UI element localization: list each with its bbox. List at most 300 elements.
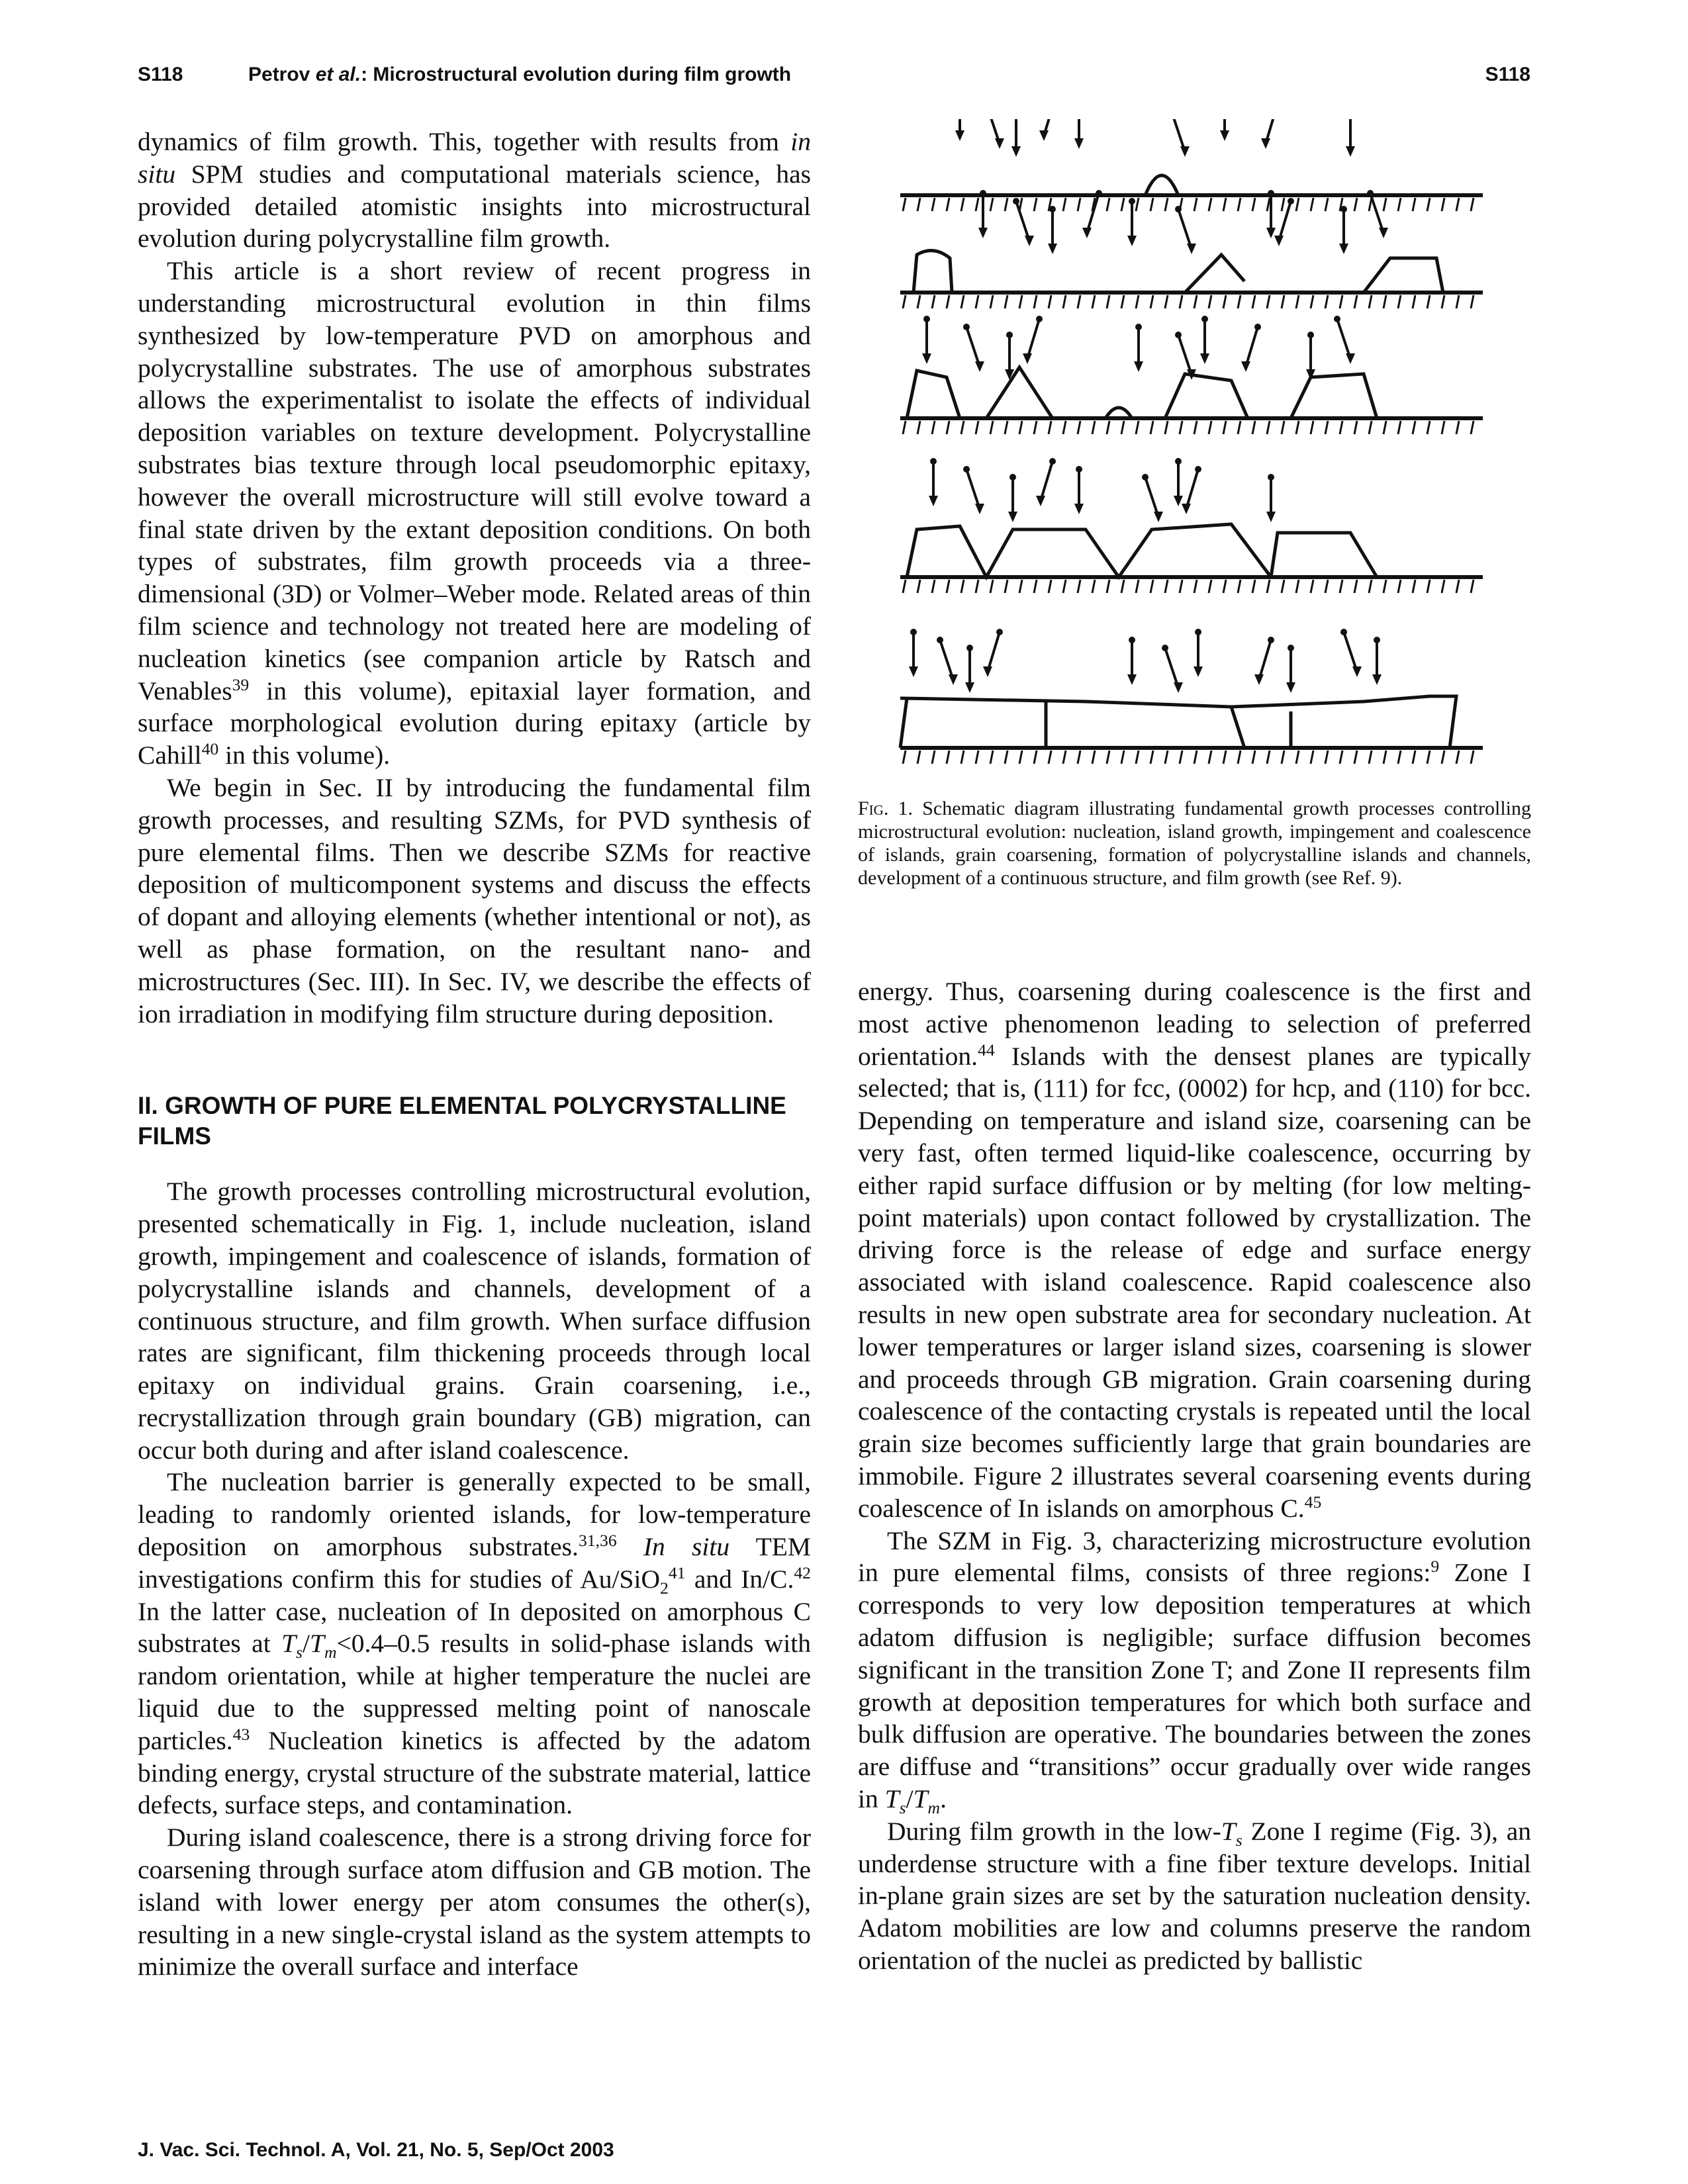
substrate-hatch: [1238, 751, 1241, 764]
substrate-hatch: [976, 198, 978, 211]
substrate-hatch: [1456, 198, 1459, 211]
substrate-hatch: [1311, 198, 1313, 211]
adatom: [1374, 637, 1380, 643]
substrate-hatch: [1413, 751, 1415, 764]
adatom-arrow: [1178, 209, 1192, 249]
substrate-hatch: [1296, 295, 1299, 308]
substrate-hatch: [1005, 295, 1008, 308]
arrowhead: [1266, 228, 1276, 238]
substrate-hatch: [1267, 580, 1270, 593]
substrate-hatch: [1107, 198, 1109, 211]
substrate-hatch: [1325, 421, 1328, 434]
substrate-hatch: [917, 295, 920, 308]
substrate-hatch: [1005, 580, 1008, 593]
substrate-hatch: [903, 421, 906, 434]
substrate-hatch: [1427, 580, 1430, 593]
adatom-arrow: [1041, 461, 1053, 501]
substrate-hatch: [1413, 198, 1415, 211]
arrowhead: [1036, 496, 1045, 506]
adatom: [910, 629, 917, 635]
arrowhead: [975, 361, 984, 372]
adatom: [980, 190, 986, 197]
adatom-arrow: [1087, 193, 1099, 233]
paragraph: The nucleation barrier is generally expected to be small, leading to randomly oriented islands, for low-temperature deposition on amorphous substrates.$^{31,36}$ In situ TEM investigations confirm this for studies of Au/SiO$_2^{41}$ and In/C.$^{42}$ In the latter case, nucleation of In deposited on amorphous C substrates at $T_s/T_m<0.4-0.5$ results in solid-phase islands with random orientation, while at higher temperature the nuclei are liquid due to the suppressed melting point of nanoscale particles.$^{43}$ Nucleation kinetics is affected by the adatom binding energy, crystal structure of the substrate material, lattice defects, surface steps, and contamination.: [138, 1467, 811, 1820]
substrate-hatch: [1150, 295, 1153, 308]
substrate-hatch: [932, 198, 935, 211]
substrate-hatch: [961, 580, 964, 593]
adatom: [1201, 316, 1208, 322]
adatom: [1049, 458, 1056, 465]
arrowhead: [1008, 512, 1017, 522]
substrate-hatch: [1398, 580, 1401, 593]
adatom-arrow: [966, 327, 980, 367]
adatom: [1009, 474, 1016, 480]
substrate-hatch: [1383, 751, 1386, 764]
substrate-hatch: [903, 751, 906, 764]
adatom: [1135, 324, 1142, 330]
adatom: [1076, 466, 1082, 473]
substrate-hatch: [1063, 751, 1066, 764]
substrate-hatch: [1107, 751, 1109, 764]
arrowhead: [1127, 674, 1137, 685]
adatom: [930, 458, 937, 465]
substrate-hatch: [1369, 295, 1372, 308]
adatom-arrow: [1145, 477, 1158, 517]
substrate-hatch: [1383, 580, 1386, 593]
arrowhead: [929, 496, 938, 506]
substrate-hatch: [1034, 421, 1037, 434]
arrowhead: [1187, 244, 1196, 254]
substrate-hatch: [1121, 751, 1124, 764]
substrate-hatch: [1150, 198, 1153, 211]
arrowhead: [909, 666, 918, 677]
substrate-hatch: [1369, 421, 1372, 434]
arrowhead: [1194, 666, 1203, 677]
substrate-hatch: [1296, 751, 1299, 764]
figure-caption: [858, 797, 1531, 889]
adatom: [1195, 629, 1201, 635]
arrowhead: [949, 674, 958, 685]
substrate-hatch: [1471, 751, 1474, 764]
arrowhead: [922, 353, 931, 364]
substrate-hatch: [903, 580, 906, 593]
substrate-hatch: [1311, 421, 1313, 434]
substrate-hatch: [932, 295, 935, 308]
substrate-hatch: [1078, 295, 1080, 308]
arrowhead: [1241, 361, 1250, 372]
substrate-hatch: [1092, 421, 1095, 434]
substrate-hatch: [1282, 295, 1284, 308]
substrate-hatch: [1049, 580, 1051, 593]
substrate-hatch: [1456, 421, 1459, 434]
substrate-hatch: [1340, 751, 1342, 764]
substrate-hatch: [1005, 198, 1008, 211]
substrate-hatch: [1150, 751, 1153, 764]
arrowhead: [1346, 146, 1355, 157]
substrate-hatch: [932, 421, 935, 434]
adatom-arrow: [966, 469, 980, 509]
substrate-hatch: [1092, 295, 1095, 308]
substrate-hatch: [1238, 295, 1241, 308]
substrate-hatch: [1063, 295, 1066, 308]
arrowhead: [1174, 496, 1183, 506]
arrowhead: [1372, 674, 1382, 685]
substrate-hatch: [1340, 421, 1342, 434]
substrate-hatch: [1136, 580, 1139, 593]
arrowhead: [1154, 512, 1163, 522]
substrate-hatch: [961, 751, 964, 764]
continuous-film: [900, 696, 1456, 748]
substrate-hatch: [1282, 751, 1284, 764]
paragraph: This article is a short review of recent progress in understanding microstructural evolution in thin films synthesized by low-temperature PVD on amorphous and polycrystalline substrates. The use of amorphous substrates allows the experimentalist to isolate the effects of individual deposition variables on texture development. Polycrystalline substrates bias texture through local pseudomorphic epitaxy, however the overall microstructure will still evolve toward a final state driven by the extant deposition conditions. On both types of substrates, film growth proceeds via a three-dimensional (3D) or Volmer–Weber mode. Related areas of thin film science and technology not treated here are modeling of nucleation kinetics (see companion article by Ratsch and Venables$^{39}$ in this volume), epitaxial layer formation, and surface morphological evolution during epitaxy (article by Cahill$^{40}$ in this volume).: [138, 256, 811, 770]
arrowhead: [995, 138, 1004, 149]
substrate-hatch: [1325, 295, 1328, 308]
substrate-hatch: [1296, 198, 1299, 211]
substrate-hatch: [1282, 421, 1284, 434]
arrowhead: [1346, 353, 1355, 364]
substrate-hatch: [1427, 295, 1430, 308]
substrate-hatch: [1354, 580, 1357, 593]
adatom-arrow: [940, 640, 953, 680]
running-title-rest: : Microstructural evolution during film growth: [361, 64, 792, 85]
substrate-hatch: [903, 198, 906, 211]
left-column: [138, 126, 811, 1983]
substrate-hatch: [1442, 580, 1444, 593]
substrate-hatch: [1019, 580, 1022, 593]
substrate-hatch: [1354, 198, 1357, 211]
adatom-arrow: [1370, 193, 1383, 233]
adatom: [1129, 637, 1135, 643]
substrate-hatch: [1354, 751, 1357, 764]
arrowhead: [1220, 130, 1229, 141]
substrate-hatch: [1150, 421, 1153, 434]
substrate-hatch: [903, 295, 906, 308]
substrate-hatch: [1471, 295, 1474, 308]
substrate-hatch: [1442, 751, 1444, 764]
substrate-hatch: [1456, 580, 1459, 593]
substrate-hatch: [1165, 580, 1168, 593]
substrate-hatch: [1383, 198, 1386, 211]
substrate-hatch: [1005, 751, 1008, 764]
substrate-hatch: [947, 421, 949, 434]
substrate-hatch: [1078, 751, 1080, 764]
arrowhead: [1174, 682, 1183, 693]
substrate-hatch: [976, 421, 978, 434]
substrate-hatch: [1238, 198, 1241, 211]
substrate-hatch: [1354, 421, 1357, 434]
substrate-hatch: [1019, 421, 1022, 434]
substrate-hatch: [1121, 421, 1124, 434]
substrate-hatch: [1427, 751, 1430, 764]
substrate-hatch: [1209, 198, 1211, 211]
adatom: [1307, 332, 1314, 338]
adatom: [1096, 190, 1102, 197]
polycrystalline-islands: [907, 367, 1377, 418]
substrate-hatch: [1194, 580, 1197, 593]
substrate-hatch: [961, 295, 964, 308]
substrate-hatch: [1413, 421, 1415, 434]
adatom-arrow: [988, 632, 1000, 672]
substrate-hatch: [1296, 421, 1299, 434]
substrate-hatch: [1223, 421, 1226, 434]
paragraph: The SZM in Fig. 3, characterizing microstructure evolution in pure elemental films, consists of three regions:$^9$ Zone I corresponds to very low deposition temperatures at which adatom diffusion is negligible; surface diffusion becomes significant in the transition Zone T; and Zone II represents film growth at deposition temperatures for which both surface and bulk diffusion are operative. The boundaries between the zones are diffuse and “transitions” occur gradually over wide ranges in $T_s/T_m$.: [858, 1525, 1531, 1817]
arrowhead: [1339, 244, 1348, 254]
arrowhead: [965, 682, 974, 693]
substrate-hatch: [1209, 295, 1211, 308]
substrate-hatch: [1442, 198, 1444, 211]
substrate-hatch: [1252, 580, 1255, 593]
substrate-hatch: [1238, 580, 1241, 593]
substrate-hatch: [990, 580, 993, 593]
substrate-hatch: [1209, 580, 1211, 593]
substrate-hatch: [1078, 580, 1080, 593]
adatom: [1175, 458, 1182, 465]
substrate-hatch: [1427, 421, 1430, 434]
adatom-arrow: [1246, 327, 1258, 367]
island: [914, 251, 952, 293]
arrowhead: [1180, 146, 1190, 157]
substrate-hatch: [1121, 198, 1124, 211]
substrate-hatch: [1354, 295, 1357, 308]
arrowhead: [1011, 146, 1021, 157]
adatom: [1288, 645, 1294, 651]
running-title-etal: et al.: [315, 64, 361, 85]
adatom-arrow: [1027, 319, 1039, 359]
adatom: [1268, 190, 1274, 197]
substrate-hatch: [1383, 421, 1386, 434]
caption-text: Schematic diagram illustrating fundamental growth processes controlling microstructural evolution: nucleation, island growth, impingement and coalescence of islands, grain coarsening, formation of polycrystalline islands and channels, development of a continuous structure, and film growth (see Ref. 9).: [858, 797, 1531, 889]
substrate-hatch: [917, 198, 920, 211]
substrate-hatch: [1180, 421, 1182, 434]
substrate-hatch: [1194, 295, 1197, 308]
arrowhead: [1379, 228, 1388, 238]
arrowhead: [1082, 228, 1092, 238]
adatom: [1142, 474, 1149, 480]
substrate-hatch: [976, 295, 978, 308]
adatom: [937, 637, 943, 643]
substrate-hatch: [1223, 580, 1226, 593]
paragraph: The growth processes controlling microstructural evolution, presented schematically in Fig. 1, include nucleation, island growth, impingement and coalescence of islands, formation of polycrystalline islands and channels, development of a continuous structure, and film growth. When surface diffusion rates are significant, film thickening proceeds through local epitaxy on individual grains. Grain coarsening, i.e., recrystallization through grain boundary (GB) migration, can occur both during and after island coalescence.: [138, 1177, 811, 1465]
substrate-hatch: [1049, 295, 1051, 308]
arrowhead: [978, 228, 988, 238]
arrowhead: [1039, 130, 1049, 141]
substrate-hatch: [1194, 751, 1197, 764]
arrowhead: [1286, 682, 1295, 693]
substrate-hatch: [1413, 295, 1415, 308]
substrate-hatch: [1296, 580, 1299, 593]
substrate-hatch: [1383, 295, 1386, 308]
substrate-hatch: [1049, 751, 1051, 764]
paragraph: We begin in Sec. II by introducing the fundamental film growth processes, and resulting SZMs, for PVD synthesis of pure elemental films. Then we describe SZMs for reactive deposition of multicomponent systems and discuss the effects of dopant and alloying elements (whether intentional or not), as well as phase formation, on the resultant nano- and microstructures (Sec. III). In Sec. IV, we describe the effects of ion irradiation in modifying film structure during deposition.: [138, 772, 811, 1028]
substrate-hatch: [1223, 295, 1226, 308]
adatom: [1006, 332, 1013, 338]
substrate-hatch: [1267, 421, 1270, 434]
substrate-hatch: [1107, 421, 1109, 434]
substrate-hatch: [947, 198, 949, 211]
adatom-arrow: [1337, 319, 1350, 359]
substrate-hatch: [1019, 751, 1022, 764]
arrowhead: [1074, 504, 1084, 514]
adatom: [1367, 190, 1374, 197]
adatom: [1049, 206, 1056, 212]
substrate-hatch: [947, 580, 949, 593]
adatom-arrow: [1344, 632, 1357, 672]
substrate-hatch: [1456, 751, 1459, 764]
substrate-hatch: [976, 580, 978, 593]
adatom: [1175, 206, 1182, 212]
substrate-hatch: [1180, 295, 1182, 308]
adatom: [1334, 316, 1340, 322]
figure-1-schematic: [887, 119, 1496, 774]
running-title: [248, 64, 791, 86]
substrate-hatch: [990, 751, 993, 764]
substrate-hatch: [1471, 198, 1474, 211]
substrate-hatch: [1209, 421, 1211, 434]
page-number-right: S118: [1485, 64, 1530, 85]
adatom: [1288, 198, 1294, 205]
arrowhead: [955, 130, 964, 141]
caption-label: Fig. 1.: [858, 797, 914, 819]
substrate-hatch: [1078, 198, 1080, 211]
adatom: [996, 629, 1003, 635]
adatom: [1195, 466, 1201, 473]
substrate-hatch: [1034, 295, 1037, 308]
substrate-hatch: [1049, 421, 1051, 434]
adatom: [1162, 645, 1168, 651]
substrate-hatch: [1413, 580, 1415, 593]
section-heading: II. GROWTH OF PURE ELEMENTAL POLYCRYSTALLINE FILMS: [138, 1092, 786, 1150]
substrate-hatch: [1398, 421, 1401, 434]
substrate-hatch: [1121, 580, 1124, 593]
substrate-hatch: [1223, 198, 1226, 211]
arrowhead: [983, 666, 992, 677]
adatom: [1129, 198, 1135, 205]
adatom: [963, 324, 970, 330]
running-title-author: Petrov: [248, 64, 316, 85]
arrowhead: [1274, 236, 1284, 246]
adatom: [1013, 198, 1019, 205]
adatom-arrow: [1165, 648, 1178, 688]
substrate-hatch: [1267, 751, 1270, 764]
paragraph: energy. Thus, coarsening during coalescence is the first and most active phenomenon leading to selection of preferred orientation.$^{44}$ Islands with the densest planes are typically selected; that is, (111) for fcc, (0002) for hcp, and (110) for bcc. Depending on temperature and island size, coarsening can be very fast, often termed liquid-like coalescence, occurring by either rapid surface diffusion or by melting (for low melting-point materials) upon contact followed by crystallization. The driving force is the release of edge and surface energy associated with island coalescence. Rapid coalescence also results in new open substrate area for secondary nucleation. At lower temperatures or larger island sizes, coarsening is slower and proceeds through GB migration. Grain coarsening during coalescence of the contacting crystals is repeated until the local grain size becomes sufficiently large that grain boundaries are immobile. Figure 2 illustrates several coarsening events during coalescence of In islands on amorphous C.$^{45}$: [858, 977, 1531, 1523]
island: [1185, 255, 1244, 293]
substrate-hatch: [1092, 751, 1095, 764]
substrate-hatch: [1180, 580, 1182, 593]
substrate-hatch: [1311, 580, 1313, 593]
adatom: [966, 645, 973, 651]
substrate-hatch: [1369, 580, 1372, 593]
arrowhead: [1254, 674, 1264, 685]
substrate-hatch: [1325, 751, 1328, 764]
substrate-hatch: [1180, 751, 1182, 764]
arrowhead: [1261, 138, 1270, 149]
arrowhead: [1127, 236, 1137, 246]
substrate-hatch: [1340, 580, 1342, 593]
journal-footer: J. Vac. Sci. Technol. A, Vol. 21, No. 5, Sep/Oct 2003: [138, 2139, 614, 2161]
right-column: [858, 976, 1531, 1977]
substrate-hatch: [1267, 295, 1270, 308]
substrate-hatch: [917, 751, 920, 764]
substrate-hatch: [1223, 751, 1226, 764]
substrate-hatch: [1092, 580, 1095, 593]
arrowhead: [1352, 666, 1362, 677]
substrate-hatch: [1019, 295, 1022, 308]
arrowhead: [975, 504, 984, 514]
substrate-hatch: [1369, 751, 1372, 764]
substrate-hatch: [1427, 198, 1430, 211]
adatom: [1268, 637, 1274, 643]
island: [1145, 175, 1178, 195]
substrate-hatch: [1238, 421, 1241, 434]
substrate-hatch: [990, 421, 993, 434]
arrowhead: [1048, 244, 1057, 254]
substrate-hatch: [1107, 295, 1109, 308]
substrate-hatch: [1282, 580, 1284, 593]
substrate-hatch: [961, 421, 964, 434]
substrate-hatch: [1136, 751, 1139, 764]
substrate-hatch: [1150, 580, 1153, 593]
substrate-hatch: [1398, 198, 1401, 211]
substrate-hatch: [1034, 198, 1037, 211]
substrate-hatch: [961, 198, 964, 211]
substrate-hatch: [1165, 751, 1168, 764]
islands-channels: [907, 524, 1377, 577]
substrate-hatch: [947, 295, 949, 308]
substrate-hatch: [1471, 421, 1474, 434]
substrate-hatch: [932, 580, 935, 593]
substrate-hatch: [1034, 580, 1037, 593]
adatom: [1268, 474, 1274, 480]
adatom-arrow: [1259, 640, 1271, 680]
substrate-hatch: [1165, 198, 1168, 211]
substrate-hatch: [1267, 198, 1270, 211]
adatom: [1036, 316, 1043, 322]
paragraph: dynamics of film growth. This, together with results from in situ SPM studies and computational materials science, has provided detailed atomistic insights into microstructural evolution during polycrystalline film growth.: [138, 127, 811, 253]
substrate-hatch: [1398, 751, 1401, 764]
substrate-hatch: [1194, 421, 1197, 434]
adatom-arrow: [1016, 201, 1029, 241]
substrate-hatch: [1194, 198, 1197, 211]
substrate-hatch: [1107, 580, 1109, 593]
substrate-hatch: [1252, 421, 1255, 434]
arrowhead: [1074, 138, 1084, 149]
arrowhead: [1025, 236, 1034, 246]
substrate-hatch: [1311, 751, 1313, 764]
substrate-hatch: [1121, 295, 1124, 308]
substrate-hatch: [1209, 751, 1211, 764]
substrate-hatch: [1442, 421, 1444, 434]
page-number-left: S118: [138, 64, 183, 85]
substrate-hatch: [1078, 421, 1080, 434]
substrate-hatch: [1136, 421, 1139, 434]
adatom: [1340, 629, 1347, 635]
substrate-hatch: [1063, 580, 1066, 593]
substrate-hatch: [917, 421, 920, 434]
island: [1364, 258, 1443, 293]
substrate-hatch: [1165, 421, 1168, 434]
arrowhead: [1134, 361, 1143, 372]
arrowhead: [1023, 353, 1032, 364]
substrate-hatch: [1252, 751, 1255, 764]
adatom-arrow: [1186, 469, 1198, 509]
arrowhead: [1182, 504, 1191, 514]
adatom: [1254, 324, 1261, 330]
substrate-hatch: [1063, 421, 1066, 434]
substrate-hatch: [1252, 198, 1255, 211]
substrate-hatch: [976, 751, 978, 764]
substrate-hatch: [1282, 198, 1284, 211]
substrate-hatch: [1005, 421, 1008, 434]
